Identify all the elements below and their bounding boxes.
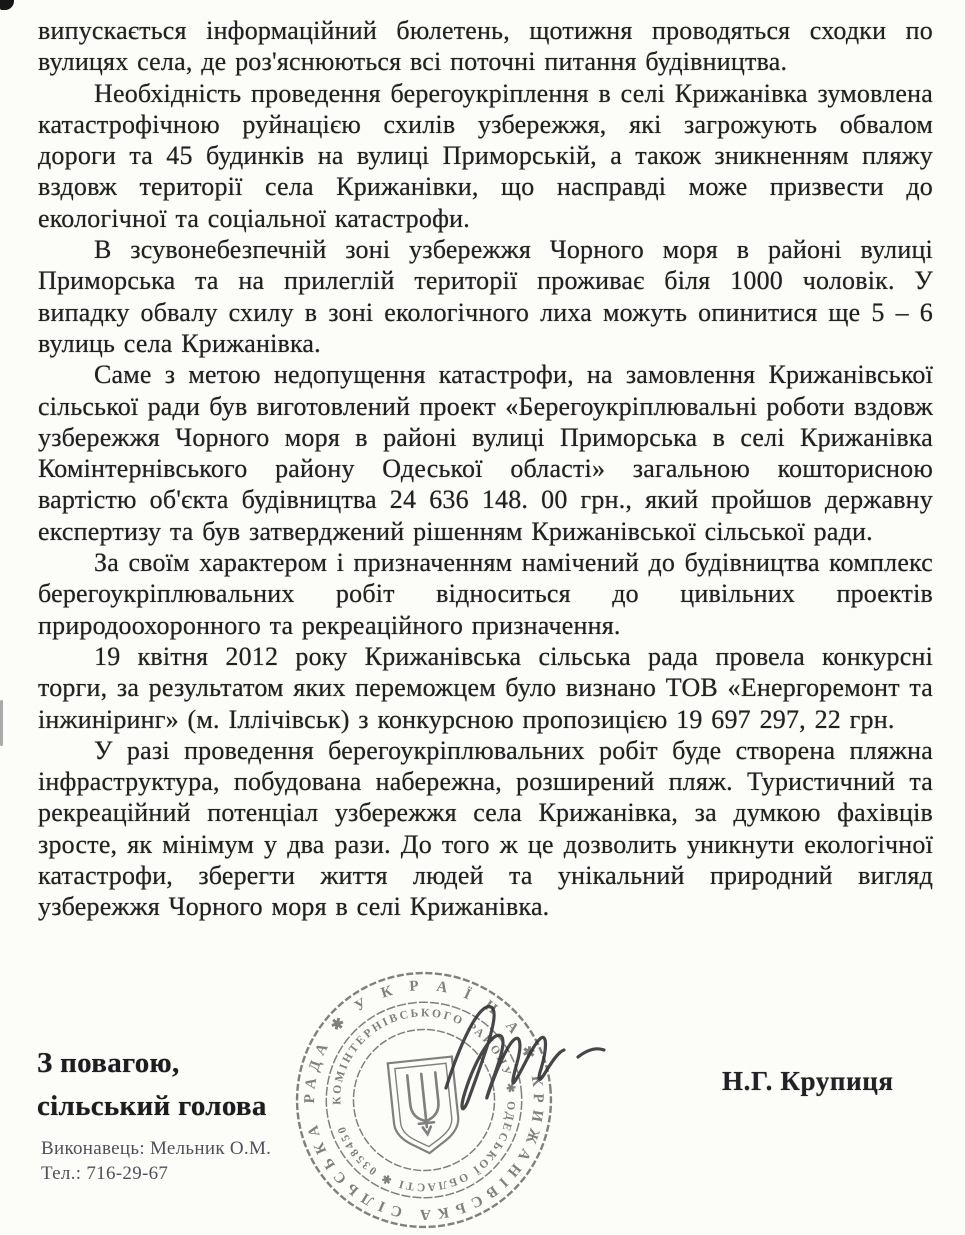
handwritten-signature <box>438 992 633 1120</box>
body-paragraph: В зсувонебезпечній зоні узбережжя Чорного моря в районі вулиці Приморська та на прилеглій території проживає біля 1000 чоловік. У випадку обвалу схилу в зоні екологічного лиха можуть опинитися ще 5 – 6 вулиць села Крижанівка. <box>38 235 933 358</box>
closing-line-2: сільський голова <box>37 1090 267 1122</box>
body-paragraph: Необхідність проведення берегоукріплення в селі Крижанівка зумовлена катастрофічною руйнацією схилів узбережжя, які загрожують обвалом дороги та 45 будинків на вулиці Приморській, а також зникненням пляжу вздовж території села Крижанівки, що насправді може призвести до екологічної та соціальної катастрофи. <box>38 78 933 233</box>
letter-body <box>38 15 933 923</box>
scan-corner-artifact <box>0 0 14 10</box>
stamp-inner-ring-text: КОМІНТЕРНІВСЬКОГО РАЙОНУ ✱ ОДЕСЬКОЇ ОБЛАСТІ ✱ 0358450 <box>330 1006 518 1194</box>
scan-edge-artifact <box>0 700 3 746</box>
executor-phone: Тел.: 716-29-67 <box>41 1163 169 1184</box>
body-paragraph: У разі проведення берегоукріплювальних робіт буде створена пляжна інфраструктура, побудована набережна, розширений пляж. Туристичний та рекреаційний потенціал узбережжя села Крижанівка, за думкою фахівців зросте, як мінімум у два рази. До того ж це дозволить уникнути екологічної катастрофи, зберегти життя людей та унікальний природний вигляд узбережжя Чорного моря в селі Крижанівка. <box>38 735 933 922</box>
closing-block <box>37 1042 267 1128</box>
executor-note <box>41 1136 271 1186</box>
executor-name: Виконавець: Мельник О.М. <box>41 1138 272 1159</box>
body-paragraph: Саме з метою недопущення катастрофи, на замовлення Крижанівської сільської ради був виготовлений проект «Берегоукріплювальні роботи вздовж узбережжя Чорного моря в районі вулиці Приморська в селі Крижанівка Комінтернівського району Одеської області» загальною кошторисною вартістю об'єкта будівництва 24 636 148. 00 грн., який пройшов державну експертизу та був затверджений рішенням Крижанівської сільської ради. <box>38 360 933 546</box>
body-paragraph: випускається інформаційний бюлетень, щотижня проводяться сходки по вулицях села, де роз'яснюються всі поточні питання будівництва. <box>38 16 933 77</box>
signer-name: Н.Г. Крупиця <box>722 1066 894 1096</box>
closing-line-1: З повагою, <box>37 1047 180 1079</box>
body-paragraph: 19 квітня 2012 року Крижанівська сільська рада провела конкурсні торги, за результатом яких переможцем було визнано ТОВ «Енергоремонт та інжиніринг» (м. Іллічівськ) з конкурсною пропозицією 19 697 297, 22 грн. <box>38 641 933 734</box>
stamp-outer-ring-text: РАДА ✱ У К Р А Ї Н А ✱ КРИЖАНІВСЬКА СІЛЬСЬКА <box>302 977 546 1222</box>
body-paragraph: За своїм характером і призначенням намічений до будівництва комплекс берегоукріплювальних робіт відноситься до цивільних проектів природоохоронного та рекреаційного призначення. <box>38 548 933 640</box>
